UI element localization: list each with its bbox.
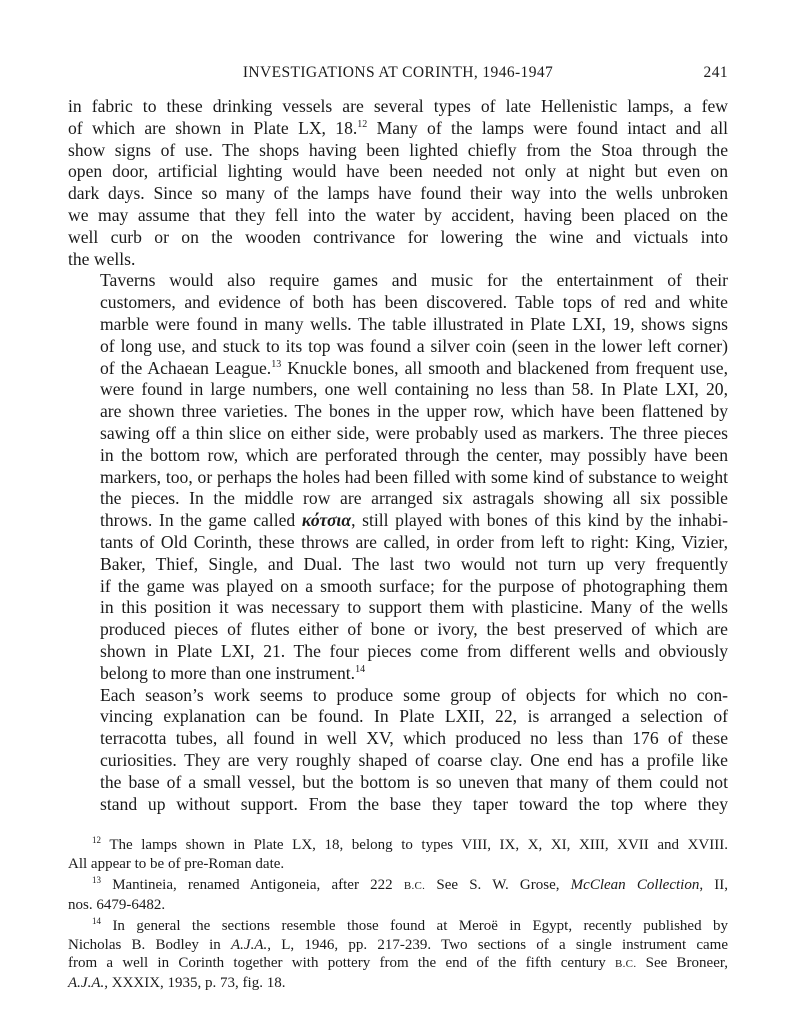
text-line: Taverns would also require games and music for the entertainment of their bbox=[100, 270, 728, 291]
text-line: marble were found in many wells. The table illustrated in Plate LXI, 19, shows signs bbox=[100, 313, 728, 334]
text-line: shown in Plate LXI, 21. The four pieces come from different wells and obviously bbox=[100, 640, 728, 661]
footnote-ref-14: 14 bbox=[355, 663, 366, 675]
text-line: if the game was played on a smooth surface; for the purpose of photographing them bbox=[100, 575, 728, 596]
text-line: show signs of use. The shops having been lighted chiefly from the Stoa through the bbox=[68, 139, 728, 160]
text-line: of the Achaean League.$^{13}$ Knuckle bones, all smooth and blackened from frequent use, bbox=[100, 357, 728, 378]
text-line: in this position it was necessary to support them with plasticine. Many of the wells bbox=[100, 597, 728, 618]
footnote-line: nos. 6479-6482. bbox=[68, 896, 166, 913]
running-title: INVESTIGATIONS AT CORINTH, 1946-1947 bbox=[242, 64, 554, 81]
text-line: are shown three varieties. The bones in the upper row, which have been flattened by bbox=[100, 401, 728, 422]
text-line: vincing explanation can be found. In Plate LXII, 22, is arranged a selection of bbox=[100, 706, 728, 727]
journal-abbreviation: A.J.A. bbox=[68, 974, 105, 991]
footnote-line: Nicholas B. Bodley in A.J.A., L, 1946, pp. 217-239. Two sections of a single instrument came bbox=[68, 936, 728, 953]
era-abbreviation: B.C. bbox=[403, 880, 426, 892]
text-line: the wells. bbox=[68, 248, 136, 269]
text-line: open door, artificial lighting would have been needed not only at night but even on bbox=[68, 161, 728, 182]
footnote-ref-12: 12 bbox=[357, 118, 368, 130]
footnote-line: from a well in Corinth together with pottery from the end of the fifth century B.C. See Broneer, bbox=[68, 955, 728, 971]
paragraph-lamps bbox=[68, 96, 728, 270]
text-line: belong to more than one instrument.$^{14}$ bbox=[100, 662, 366, 683]
text-line: throws. In the game called κότσια, still played with bones of this kind by the inhabi- bbox=[100, 510, 728, 531]
running-head bbox=[68, 64, 728, 86]
text-line: stand up without support. From the base they taper toward the top where they bbox=[100, 793, 728, 814]
text-line: Each season’s work seems to produce some group of objects for which no con- bbox=[100, 684, 728, 705]
paragraph-games-music bbox=[68, 270, 728, 684]
text-line: were found in large numbers, one well containing no less than 58. In Plate LXI, 20, bbox=[100, 379, 728, 400]
text-line: in fabric to these drinking vessels are several types of late Hellenistic lamps, a few bbox=[68, 96, 728, 116]
text-line: the base of a small vessel, but the bottom is so uneven that many of them could not bbox=[100, 771, 728, 792]
text-line: well curb or on the wooden contrivance for lowering the wine and victuals into bbox=[68, 226, 728, 247]
text-line: terracotta tubes, all found in well XV, which produced no less than 176 of these bbox=[100, 728, 728, 749]
footnote-line: $^{14}$ In general the sections resemble those found at Meroë in Egypt, recently published by bbox=[92, 916, 729, 934]
text-line: sawing off a thin slice on either side, were probably used as markers. The three pieces bbox=[100, 422, 728, 443]
text-line: of which are shown in Plate LX, 18.12 Many of the lamps were found intact and all bbox=[68, 117, 728, 138]
text-line: Baker, Thief, Single, and Dual. The last two would not turn up very frequently bbox=[100, 553, 728, 574]
text-line: we may assume that they fell into the water by accident, having been placed on the bbox=[68, 204, 728, 225]
page-number: 241 bbox=[703, 64, 728, 81]
text-line: in the bottom row, which are perforated through the center, may possibly have been bbox=[100, 444, 728, 465]
footnote-mark: 12 bbox=[92, 835, 101, 845]
footnote-ref-13: 13 bbox=[271, 358, 282, 370]
text-line: curiosities. They are very roughly shaped of coarse clay. One end has a profile like bbox=[100, 749, 728, 770]
text-line: markers, too, or perhaps the holes had been filled with some kind of substance to weight bbox=[100, 466, 728, 487]
footnote-12 bbox=[68, 836, 728, 873]
footnote-line: $^{13}$ Mantineia, renamed Antigoneia, after 222 B.C. See S. W. Grose, McClean Collection, II, bbox=[92, 875, 728, 893]
footnote-mark: 14 bbox=[92, 916, 101, 926]
footnote-line: All appear to be of pre-Roman date. bbox=[68, 855, 285, 872]
era-abbreviation: B.C. bbox=[615, 958, 637, 970]
body-text bbox=[68, 96, 728, 815]
footnote-line: A.J.A., XXXIX, 1935, p. 73, fig. 18. bbox=[68, 974, 286, 991]
greek-term: κότσια bbox=[301, 510, 352, 531]
journal-abbreviation: A.J.A. bbox=[231, 936, 268, 953]
footnote-line: $^{12}$ The lamps shown in Plate LX, 18, belong to types VIII, IX, X, XI, XIII, XVII and XVIII. bbox=[92, 835, 728, 853]
text-line: customers, and evidence of both has been discovered. Table tops of red and white bbox=[100, 292, 728, 313]
publication-title: McClean Collection bbox=[570, 877, 700, 893]
text-line: of long use, and stuck to its top was found a silver coin (seen in the lower left corner) bbox=[100, 335, 728, 356]
paragraph-terracotta-tubes bbox=[68, 685, 728, 816]
footnote-mark: 13 bbox=[92, 875, 101, 885]
footnote-13 bbox=[68, 876, 728, 914]
text-line: dark days. Since so many of the lamps have found their way into the wells unbroken bbox=[68, 183, 728, 204]
text-line: tants of Old Corinth, these throws are called, in order from left to right: King, Vizier, bbox=[100, 531, 728, 552]
footnotes bbox=[68, 836, 728, 995]
text-line: produced pieces of flutes either of bone or ivory, the best preserved of which are bbox=[100, 619, 728, 640]
footnote-14 bbox=[68, 917, 728, 992]
text-line: the pieces. In the middle row are arranged six astragals showing all six possible bbox=[100, 488, 728, 509]
